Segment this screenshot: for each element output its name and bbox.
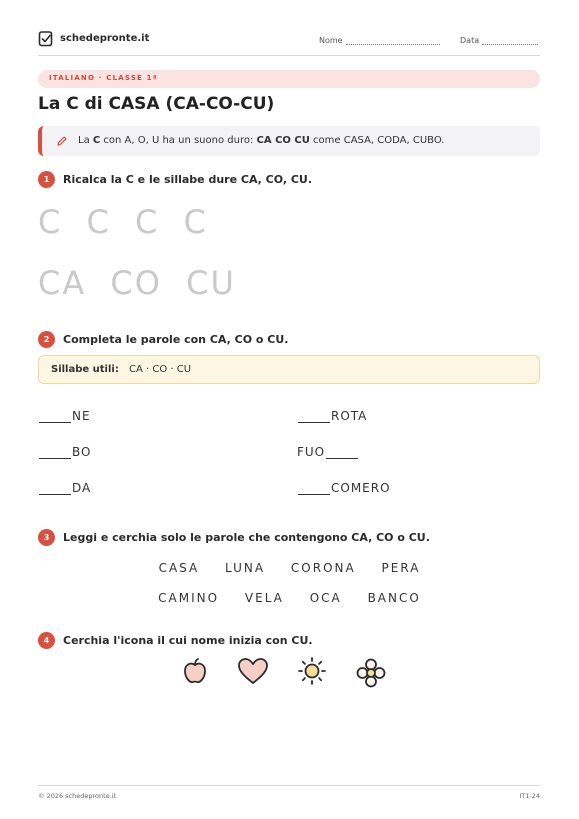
- question-number: 1: [38, 171, 55, 188]
- word-item[interactable]: VELA: [244, 591, 284, 605]
- checklist-icon: [38, 30, 54, 47]
- fill-blank[interactable]: [326, 447, 358, 459]
- date-line[interactable]: [482, 37, 538, 45]
- tip-text: [78, 135, 445, 146]
- syllables-box: [38, 355, 540, 384]
- fill-item: [38, 409, 91, 423]
- fill-item: [297, 481, 391, 495]
- word-row-2: [0, 591, 579, 605]
- pencil-icon: [56, 135, 68, 147]
- word-item[interactable]: CAMINO: [158, 591, 220, 605]
- brand-name: schedepronte.it: [60, 33, 150, 44]
- word-item[interactable]: CORONA: [290, 561, 356, 575]
- name-line[interactable]: [346, 37, 440, 45]
- tip-box: [38, 126, 540, 156]
- icon-row: [180, 656, 388, 690]
- fill-blank[interactable]: [298, 411, 330, 423]
- word-item[interactable]: LUNA: [225, 561, 266, 575]
- page-footer: [38, 785, 540, 800]
- tip-part2: con A, O, U ha un suono duro:: [100, 135, 257, 146]
- fill-blank[interactable]: [39, 411, 71, 423]
- question-number: 4: [38, 632, 55, 649]
- page-header: [38, 30, 540, 56]
- name-field[interactable]: [319, 36, 440, 45]
- heart-icon[interactable]: [236, 656, 270, 686]
- fill-after: COMERO: [331, 481, 391, 495]
- footer-code: IT1-24: [519, 792, 540, 800]
- question-text: Ricalca la C e le sillabe dure CA, CO, CU.: [63, 173, 313, 186]
- name-label: Nome: [319, 36, 343, 45]
- fill-blank[interactable]: [298, 483, 330, 495]
- fill-after: BO: [72, 445, 92, 459]
- flower-icon[interactable]: [354, 656, 388, 690]
- brand: [38, 30, 149, 47]
- trace-row-c[interactable]: C C C C: [38, 203, 208, 241]
- fill-item: [38, 481, 91, 495]
- question-text: Completa le parole con CA, CO o CU.: [63, 333, 289, 346]
- question-2: [38, 331, 288, 348]
- word-item[interactable]: BANCO: [367, 591, 421, 605]
- subject-label: ITALIANO · CLASSE 1ª: [49, 74, 158, 82]
- date-field[interactable]: [460, 36, 538, 45]
- fill-after: ROTA: [331, 409, 368, 423]
- fill-before: FUO: [297, 445, 326, 459]
- tip-part1: La: [78, 135, 93, 146]
- question-1: [38, 171, 312, 188]
- tip-part3: come CASA, CODA, CUBO.: [309, 135, 445, 146]
- trace-row-syllables[interactable]: CA CO CU: [38, 264, 236, 302]
- word-row-1: [0, 561, 579, 575]
- fill-after: DA: [72, 481, 92, 495]
- question-number: 2: [38, 331, 55, 348]
- syllables-label: Sillabe utili:: [51, 364, 119, 375]
- question-text: Leggi e cerchia solo le parole che contengono CA, CO o CU.: [63, 531, 430, 544]
- tip-bold2: CA CO CU: [256, 135, 310, 146]
- syllables-value: CA · CO · CU: [129, 364, 192, 375]
- footer-copyright: © 2026 schedepronte.it: [38, 792, 117, 800]
- question-4: [38, 632, 313, 649]
- fill-after: NE: [72, 409, 91, 423]
- fill-item: [297, 445, 359, 459]
- fill-item: [38, 445, 91, 459]
- fill-blank[interactable]: [39, 483, 71, 495]
- subject-pill: [38, 70, 540, 88]
- apple-icon[interactable]: [180, 656, 210, 686]
- tip-bold1: C: [92, 135, 101, 146]
- question-3: [38, 529, 430, 546]
- fill-item: [297, 409, 367, 423]
- question-text: Cerchia l'icona il cui nome inizia con CU.: [63, 634, 313, 647]
- word-item[interactable]: OCA: [309, 591, 342, 605]
- fill-blank[interactable]: [39, 447, 71, 459]
- sun-icon[interactable]: [296, 656, 328, 686]
- page-title: La C di CASA (CA-CO-CU): [38, 94, 275, 114]
- date-label: Data: [460, 36, 480, 45]
- word-item[interactable]: CASA: [158, 561, 200, 575]
- word-item[interactable]: PERA: [381, 561, 421, 575]
- question-number: 3: [38, 529, 55, 546]
